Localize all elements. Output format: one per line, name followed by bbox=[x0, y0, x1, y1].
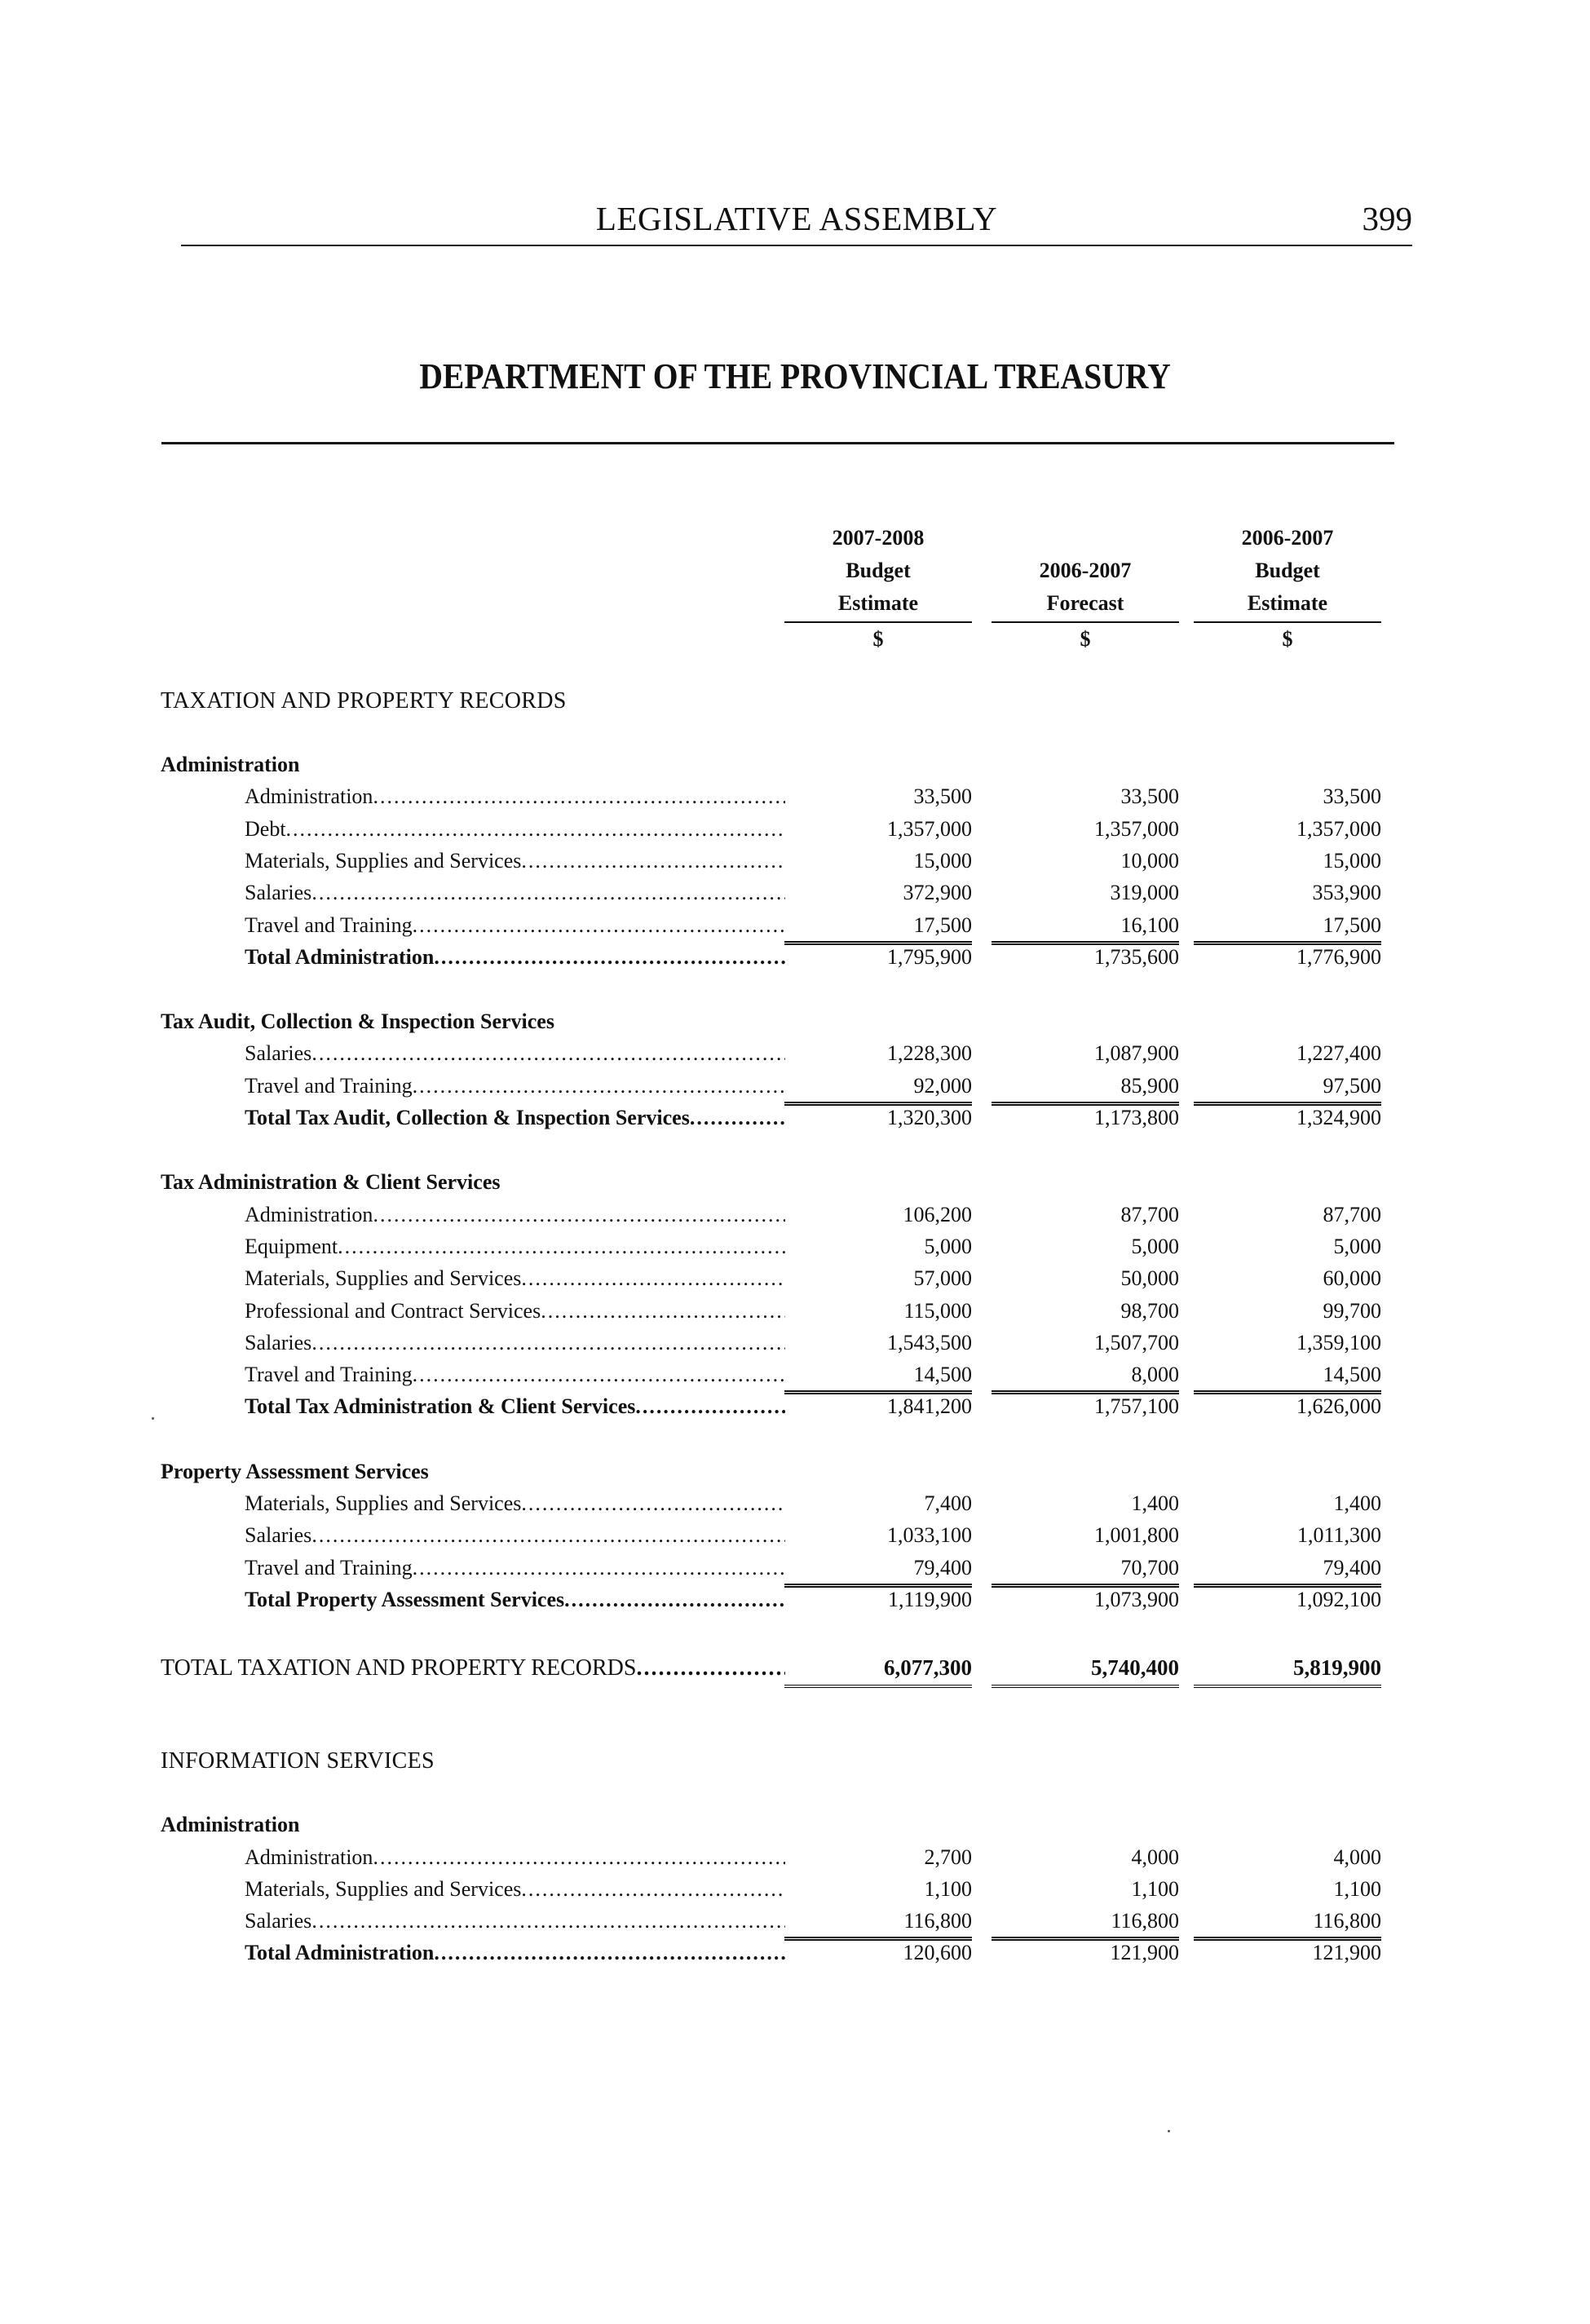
amount-cell: 14,500 bbox=[1194, 1363, 1381, 1392]
subtotal-amount-cell: 121,900 bbox=[1194, 1939, 1381, 1970]
row-label: Salaries bbox=[245, 1909, 312, 1933]
dot-leader bbox=[564, 1588, 785, 1612]
line-item-row bbox=[245, 1331, 785, 1360]
amount-cell: 4,000 bbox=[1333, 1845, 1381, 1869]
dot-leader bbox=[413, 1363, 785, 1387]
subtotal-amount-cell: 1,173,800 bbox=[992, 1104, 1179, 1135]
dot-leader bbox=[373, 1845, 785, 1870]
column-header-line2: 2006-2007 bbox=[1039, 559, 1132, 582]
amount-cell: 1,100 bbox=[1333, 1876, 1381, 1901]
grand-total-row bbox=[161, 1655, 785, 1686]
amount-cell: 319,000 bbox=[1110, 881, 1179, 905]
group-title: Administration bbox=[161, 1813, 300, 1837]
row-label: Administration bbox=[245, 1845, 373, 1869]
amount-cell: 1,357,000 bbox=[1094, 816, 1179, 841]
line-item-row bbox=[245, 1203, 785, 1232]
section-title: TAXATION AND PROPERTY RECORDS bbox=[161, 688, 567, 714]
line-item-row bbox=[245, 784, 785, 814]
column-header-2006-2007-budget-estimate bbox=[1194, 522, 1381, 656]
dot-leader bbox=[311, 1523, 785, 1548]
amount-cell: 15,000 bbox=[1323, 848, 1381, 873]
dot-leader bbox=[541, 1299, 785, 1323]
dot-leader bbox=[636, 1655, 785, 1681]
subtotal-row bbox=[245, 1941, 785, 1970]
amount-cell: 1,033,100 bbox=[887, 1523, 972, 1548]
grand-total-amount-cell: 6,077,300 bbox=[784, 1655, 972, 1688]
row-label: Total Tax Administration & Client Services bbox=[245, 1394, 636, 1419]
dot-leader bbox=[635, 1394, 785, 1419]
dot-leader bbox=[311, 1331, 785, 1355]
column-header-line3: Estimate bbox=[784, 587, 972, 623]
amount-cell: 1,357,000 bbox=[1296, 816, 1381, 841]
subtotal-amount-cell: 1,073,900 bbox=[992, 1586, 1179, 1617]
page-header bbox=[181, 199, 1412, 246]
dot-leader bbox=[311, 1909, 785, 1933]
dot-leader bbox=[434, 1941, 785, 1965]
column-currency: $ bbox=[872, 627, 884, 651]
column-currency: $ bbox=[1282, 627, 1293, 651]
row-label: Salaries bbox=[245, 1330, 312, 1354]
amount-cell: 79,400 bbox=[784, 1556, 972, 1585]
subtotal-amount-cell: 120,600 bbox=[784, 1939, 972, 1970]
line-item-row bbox=[245, 1491, 785, 1521]
amount-cell: 14,500 bbox=[784, 1363, 972, 1392]
department-title: DEPARTMENT OF THE PROVINCIAL TREASURY bbox=[419, 356, 1171, 396]
amount-cell: 60,000 bbox=[1323, 1266, 1381, 1291]
amount-cell: 33,500 bbox=[1323, 784, 1381, 809]
subtotal-amount-cell: 1,092,100 bbox=[1194, 1586, 1381, 1617]
dot-leader bbox=[413, 913, 785, 938]
dot-leader bbox=[373, 1203, 785, 1227]
amount-cell: 92,000 bbox=[784, 1074, 972, 1103]
page-number: 399 bbox=[1362, 200, 1412, 237]
line-item-row bbox=[245, 817, 785, 846]
amount-cell: 1,400 bbox=[1333, 1491, 1381, 1515]
amount-cell: 2,700 bbox=[924, 1845, 972, 1869]
row-label: Travel and Training bbox=[245, 912, 413, 937]
amount-cell: 1,100 bbox=[1131, 1876, 1179, 1901]
amount-cell: 8,000 bbox=[992, 1363, 1179, 1392]
amount-cell: 85,900 bbox=[992, 1074, 1179, 1103]
amount-cell: 99,700 bbox=[1323, 1298, 1381, 1323]
amount-cell: 87,700 bbox=[1120, 1202, 1179, 1226]
dot-leader bbox=[413, 1074, 785, 1098]
section-title: INFORMATION SERVICES bbox=[161, 1748, 435, 1774]
row-label: Materials, Supplies and Services bbox=[245, 1876, 522, 1901]
amount-cell: 353,900 bbox=[1312, 881, 1381, 905]
column-header-line2: Budget bbox=[1255, 559, 1320, 582]
column-header-line1: 2007-2008 bbox=[832, 526, 925, 550]
amount-cell: 116,800 bbox=[1194, 1909, 1381, 1938]
subtotal-row bbox=[245, 1588, 785, 1617]
dot-leader bbox=[311, 881, 785, 905]
amount-cell: 1,357,000 bbox=[887, 816, 972, 841]
amount-cell: 116,800 bbox=[784, 1909, 972, 1938]
scan-speck bbox=[1168, 2130, 1170, 2132]
line-item-row bbox=[245, 1845, 785, 1875]
subtotal-amount-cell: 1,776,900 bbox=[1194, 943, 1381, 974]
dot-leader bbox=[690, 1106, 785, 1130]
subtotal-amount-cell: 1,626,000 bbox=[1194, 1393, 1381, 1424]
row-label: Administration bbox=[245, 784, 373, 809]
subtotal-amount-cell: 121,900 bbox=[992, 1939, 1179, 1970]
row-label: Total Administration bbox=[245, 944, 435, 969]
dot-leader bbox=[373, 784, 785, 809]
group-title: Tax Audit, Collection & Inspection Services bbox=[161, 1010, 554, 1034]
amount-cell: 98,700 bbox=[1120, 1298, 1179, 1323]
amount-cell: 17,500 bbox=[1194, 913, 1381, 943]
line-item-row bbox=[245, 1556, 785, 1585]
amount-cell: 116,800 bbox=[992, 1909, 1179, 1938]
line-item-row bbox=[245, 1299, 785, 1328]
group-title: Administration bbox=[161, 753, 300, 776]
line-item-row bbox=[245, 1877, 785, 1906]
column-header-line2: Budget bbox=[846, 559, 911, 582]
column-header-line1: 2006-2007 bbox=[1241, 526, 1334, 550]
row-label: TOTAL TAXATION AND PROPERTY RECORDS bbox=[161, 1655, 637, 1681]
row-label: Materials, Supplies and Services bbox=[245, 848, 522, 873]
amount-cell: 5,000 bbox=[924, 1234, 972, 1258]
column-header-line3: Estimate bbox=[1194, 587, 1381, 623]
column-header-2007-2008-budget-estimate bbox=[784, 522, 972, 656]
amount-cell: 1,543,500 bbox=[887, 1330, 972, 1354]
subtotal-row bbox=[245, 1394, 785, 1424]
amount-cell: 5,000 bbox=[1131, 1234, 1179, 1258]
amount-cell: 4,000 bbox=[1131, 1845, 1179, 1869]
dot-leader bbox=[413, 1556, 785, 1580]
amount-cell: 10,000 bbox=[1120, 848, 1179, 873]
amount-cell: 7,400 bbox=[924, 1491, 972, 1515]
row-label: Materials, Supplies and Services bbox=[245, 1266, 522, 1291]
subtotal-amount-cell: 1,795,900 bbox=[784, 943, 972, 974]
dot-leader bbox=[521, 1266, 785, 1291]
subtotal-row bbox=[245, 1106, 785, 1135]
scan-speck bbox=[152, 1417, 154, 1420]
subtotal-amount-cell: 1,757,100 bbox=[992, 1393, 1179, 1424]
amount-cell: 57,000 bbox=[913, 1266, 972, 1291]
line-item-row bbox=[245, 913, 785, 943]
amount-cell: 106,200 bbox=[903, 1202, 972, 1226]
running-title: LEGISLATIVE ASSEMBLY bbox=[595, 200, 998, 237]
row-label: Administration bbox=[245, 1202, 373, 1226]
dot-leader bbox=[434, 945, 785, 970]
group-title: Property Assessment Services bbox=[161, 1459, 429, 1483]
row-label: Salaries bbox=[245, 1523, 312, 1548]
amount-cell: 1,087,900 bbox=[1094, 1041, 1179, 1066]
amount-cell: 87,700 bbox=[1323, 1202, 1381, 1226]
row-label: Total Tax Audit, Collection & Inspection Services bbox=[245, 1106, 690, 1129]
dot-leader bbox=[311, 1041, 785, 1066]
title-rule bbox=[161, 442, 1394, 444]
subtotal-amount-cell: 1,324,900 bbox=[1194, 1104, 1381, 1135]
dot-leader bbox=[521, 849, 785, 873]
grand-total-amount-cell: 5,819,900 bbox=[1194, 1655, 1381, 1688]
line-item-row bbox=[245, 849, 785, 878]
subtotal-amount-cell: 1,320,300 bbox=[784, 1104, 972, 1135]
line-item-row bbox=[245, 1041, 785, 1071]
amount-cell: 1,011,300 bbox=[1296, 1523, 1381, 1548]
line-item-row bbox=[245, 1523, 785, 1553]
amount-cell: 1,100 bbox=[924, 1876, 972, 1901]
amount-cell: 372,900 bbox=[903, 881, 972, 905]
amount-cell: 1,228,300 bbox=[887, 1041, 972, 1066]
column-header-2006-2007-forecast bbox=[992, 522, 1179, 656]
row-label: Salaries bbox=[245, 1041, 312, 1066]
amount-cell: 5,000 bbox=[1333, 1234, 1381, 1258]
dot-leader bbox=[286, 817, 785, 842]
row-label: Travel and Training bbox=[245, 1073, 413, 1098]
amount-cell: 50,000 bbox=[1120, 1266, 1179, 1291]
row-label: Total Administration bbox=[245, 1941, 435, 1965]
amount-cell: 1,507,700 bbox=[1094, 1330, 1179, 1354]
amount-cell: 70,700 bbox=[992, 1556, 1179, 1585]
column-header-line3: Forecast bbox=[992, 587, 1179, 623]
line-item-row bbox=[245, 1266, 785, 1296]
row-label: Travel and Training bbox=[245, 1555, 413, 1580]
group-title: Tax Administration & Client Services bbox=[161, 1170, 501, 1195]
row-label: Professional and Contract Services bbox=[245, 1298, 541, 1323]
column-header-line1 bbox=[992, 522, 1179, 554]
amount-cell: 1,227,400 bbox=[1296, 1041, 1381, 1066]
amount-cell: 97,500 bbox=[1194, 1074, 1381, 1103]
dot-leader bbox=[521, 1491, 785, 1516]
line-item-row bbox=[245, 1235, 785, 1264]
grand-total-amount-cell: 5,740,400 bbox=[992, 1655, 1179, 1688]
row-label: Travel and Training bbox=[245, 1363, 413, 1387]
amount-cell: 16,100 bbox=[992, 913, 1179, 943]
amount-cell: 1,359,100 bbox=[1296, 1330, 1381, 1354]
amount-cell: 33,500 bbox=[913, 784, 972, 809]
dot-leader bbox=[521, 1877, 785, 1902]
row-label: Materials, Supplies and Services bbox=[245, 1491, 522, 1515]
amount-cell: 1,001,800 bbox=[1094, 1523, 1179, 1548]
subtotal-row bbox=[245, 945, 785, 974]
amount-cell: 79,400 bbox=[1194, 1556, 1381, 1585]
row-label: Equipment bbox=[245, 1234, 338, 1258]
line-item-row bbox=[245, 881, 785, 910]
subtotal-amount-cell: 1,735,600 bbox=[992, 943, 1179, 974]
line-item-row bbox=[245, 1363, 785, 1392]
line-item-row bbox=[245, 1074, 785, 1103]
row-label: Debt bbox=[245, 816, 286, 841]
subtotal-amount-cell: 1,119,900 bbox=[784, 1586, 972, 1617]
row-label: Total Property Assessment Services bbox=[245, 1587, 565, 1611]
line-item-row bbox=[245, 1909, 785, 1938]
amount-cell: 1,400 bbox=[1131, 1491, 1179, 1515]
amount-cell: 115,000 bbox=[903, 1298, 972, 1323]
column-currency: $ bbox=[1080, 627, 1091, 651]
row-label: Salaries bbox=[245, 881, 312, 905]
amount-cell: 17,500 bbox=[784, 913, 972, 943]
amount-cell: 15,000 bbox=[913, 848, 972, 873]
amount-cell: 33,500 bbox=[1120, 784, 1179, 809]
subtotal-amount-cell: 1,841,200 bbox=[784, 1393, 972, 1424]
dot-leader bbox=[338, 1235, 785, 1259]
